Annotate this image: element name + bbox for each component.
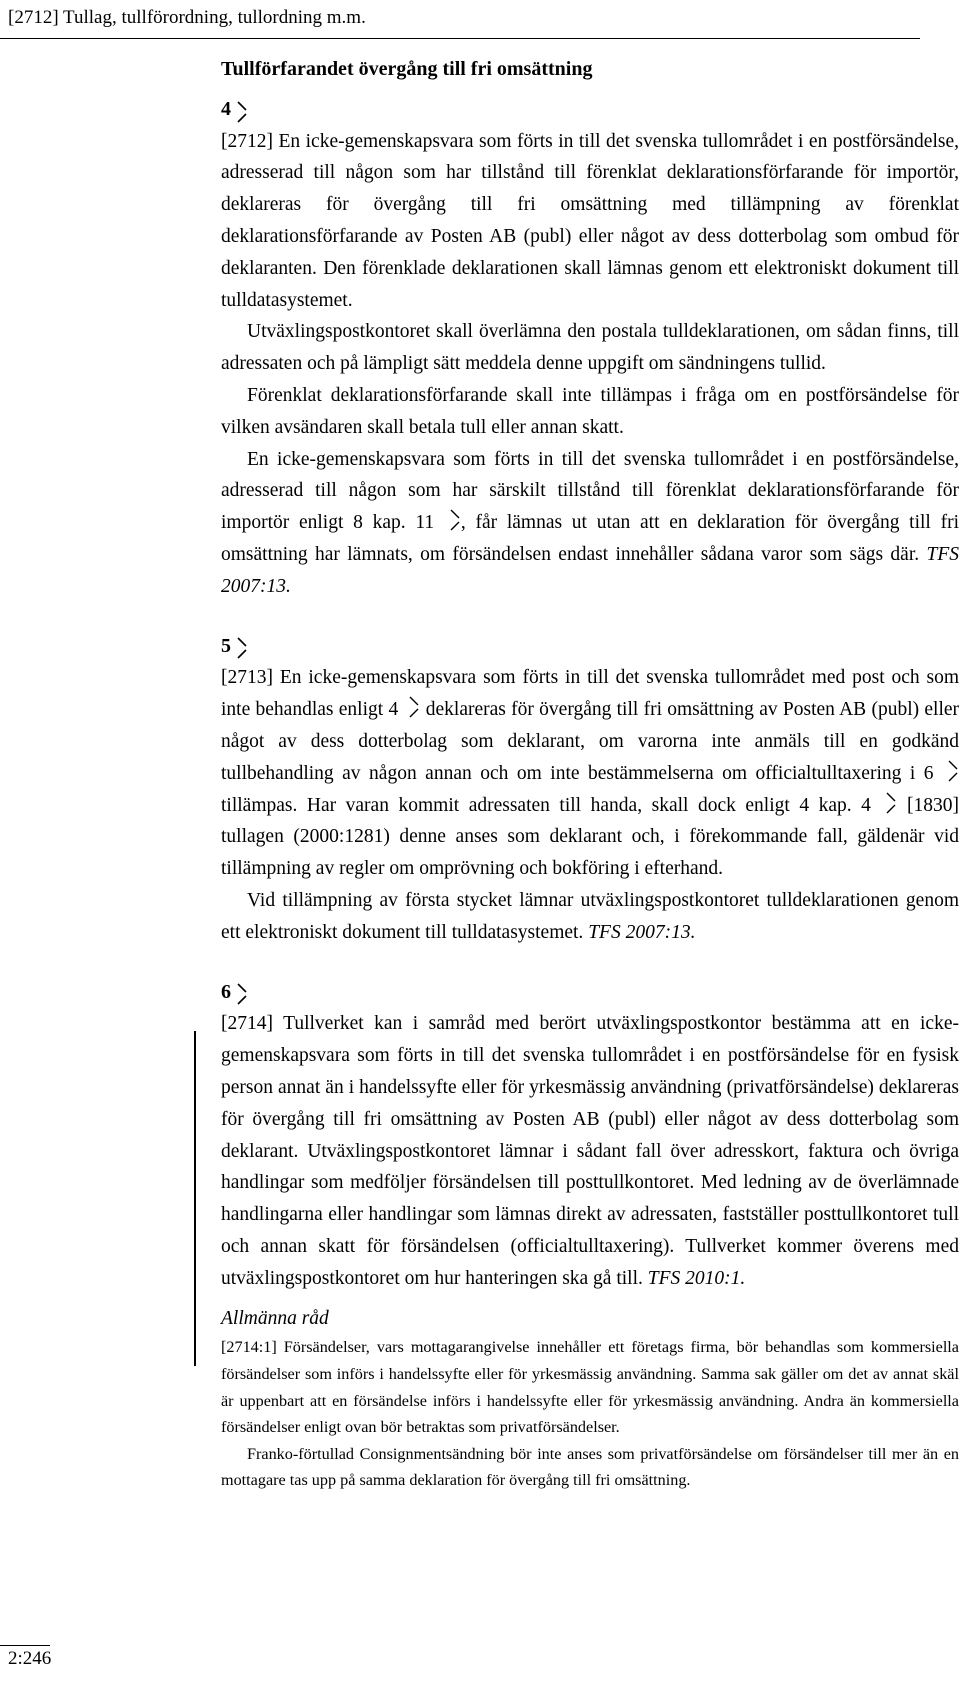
section-5-heading [221,631,959,663]
text-run: deklareras för övergång till fri omsättning av Posten AB (publ) eller något av dess dotterbolag som deklarant, om varorna inte anmäls till en godkänd tullbehandling av någon annan och om inte bestämmelserna om officialtulltaxering i 6 [221,699,960,784]
text-run: tillämpas. Har varan kommit adressaten till handa, skall dock enligt 4 kap. 4 [221,794,871,816]
section-number: 4 [221,97,231,120]
section-title: Tullförfarandet övergång till fri omsättning [221,58,593,80]
footer-rule [0,1645,50,1646]
advice-paragraph: [2714:1] Försändelser, vars mottagarangivelse innehåller ett företags firma, bör behandlas som kommersiella försändelser som införs i handelssyfte eller för yrkesmässig användning. Samma sak gäller om det av annat skäl är uppenbart att en försändelse införs i handelssyfte eller för yrkesmässig användning. Andra än kommersiella försändelser enligt ovan bör betraktas som privatförsändelser. [221,1338,959,1437]
tfs-reference: TFS 2010:1. [647,1267,746,1289]
paragraph-sign-icon [449,508,461,528]
text-run: Vid tillämpning av första stycket lämnar utväxlingspostkontoret tulldeklarationen genom ett elektroniskt dokument till tulldatasystemet. [221,889,959,943]
document-body [221,54,959,1494]
paragraph-sign-icon [408,695,420,715]
paragraph: Förenklat deklarationsförfarande skall inte tillämpas i fråga om en postförsändelse för vilken avsändaren skall betala tull eller annan skatt. [221,384,959,438]
text-run: [2714] Tullverket kan i samråd med berört utväxlingspostkontor bestämma att en icke-gemenskapsvara som förts in till det svenska tullområdet i en postförsändelse för en fysisk person annat än i handelssyfte eller för yrkesmässig användning (privatförsändelse) deklareras för övergång till fri omsättning av Posten AB (publ) eller något av dess dotterbolag som deklarant. Utväxlingspostkontoret lämnar i sådant fall över adresskort, faktura och övriga handlingar som medföljer försändelsen till posttullkontoret. Med ledning av de överlämnade handlingarna eller handlingar som lämnas direkt av adressaten, fastställer posttullkontoret tull och annan skatt för försändelsen (officialtulltaxering). Tullverket kommer överens med utväxlingspostkontoret om hur hanteringen ska gå till. [221,1013,959,1289]
allmanna-rad-heading: Allmänna råd [221,1308,329,1330]
text-run: [2713] En icke-gemenskapsvara som förts in till det svenska tullområdet med post och som inte behandlas enligt 4 [221,667,959,721]
paragraph [221,885,959,949]
paragraph: [2712] En icke-gemenskapsvara som förts in till det svenska tullområdet i en postförsändelse, adresserad till någon som har tillstånd till förenklat deklarationsförfarande för importör, deklareras för övergång till fri omsättning med tillämpning av förenklat deklarationsförfarande av Posten AB (publ) eller något av dess dotterbolag som ombud för deklaranten. Den förenklade deklarationen skall lämnas genom ett elektroniskt dokument till tulldatasystemet. [221,130,959,311]
paragraph [221,444,959,603]
paragraph [221,1008,959,1294]
paragraph [221,662,959,885]
paragraph-sign-icon [236,982,248,1002]
section-number: 5 [221,634,231,657]
advice-paragraph: Franko-förtullad Consignmentsändning bör inte anses som privatförsändelse om försändelser till mer än en mottagare tas upp på samma deklaration för övergång till fri omsättning. [221,1444,959,1490]
page-number: 2:246 [8,1648,52,1669]
header-title: [2712] Tullag, tullförordning, tullordning m.m. [8,7,366,28]
change-bar [194,1031,196,1366]
text-run: , får lämnas ut utan att en deklaration för övergång till fri omsättning har lämnats, om försändelsen endast innehåller sådana varor som sägs där. [221,512,959,565]
section-6-heading [221,977,959,1009]
paragraph-sign-icon [236,636,248,656]
tfs-reference: TFS 2007:13. [588,921,696,943]
paragraph-sign-icon [236,100,248,120]
text-run: En icke-gemenskapsvara som förts in till det svenska tullområdet i en postförsändelse, adresserad till någon som har särskilt tillstånd till förenklat deklarationsförfarande för importör enligt 8 kap. 11 [221,448,959,534]
paragraph-sign-icon [885,791,897,811]
section-4-heading [221,94,959,126]
header-rule [0,38,920,39]
text-run: [1830] tullagen (2000:1281) denne anses som deklarant och, i förekommande fall, gäldenär vid tillämpning av regler om omprövning och bokföring i efterhand. [221,794,959,880]
section-number: 6 [221,980,231,1003]
paragraph: Utväxlingspostkontoret skall överlämna den postala tulldeklarationen, om sådan finns, till adressaten och på lämpligt sätt meddela denne uppgift om sändningens tullid. [221,321,959,375]
paragraph-sign-icon [947,759,959,779]
tfs-reference: TFS 2007:13. [221,543,960,597]
